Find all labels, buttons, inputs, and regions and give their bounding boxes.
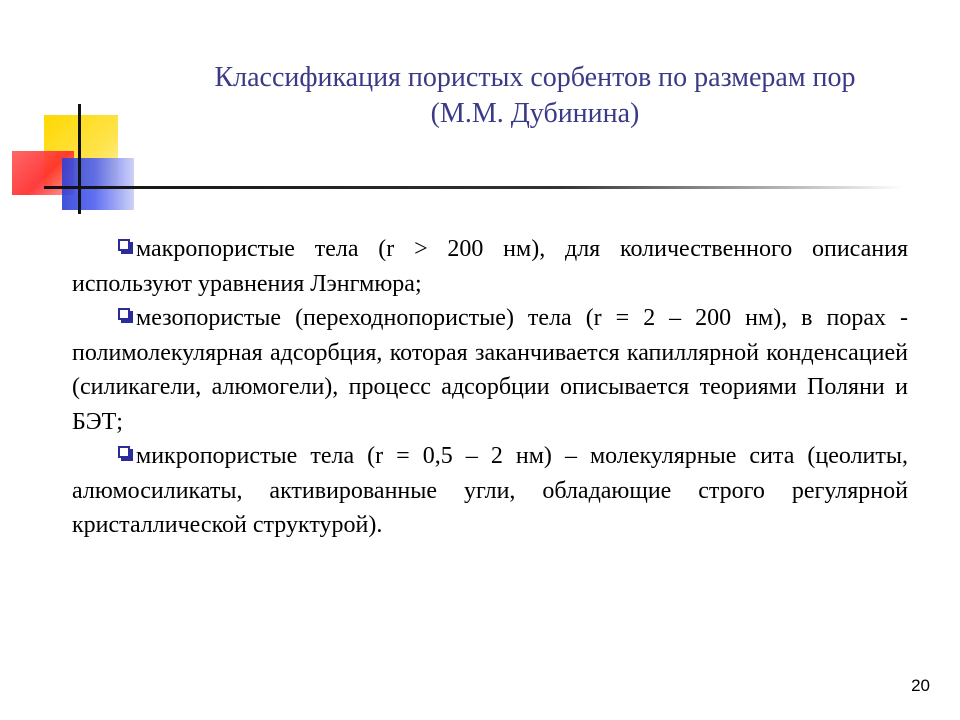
list-item-text: мезопористые (переходнопористые) тела (r = 2 – 200 нм), в порах - полимолекулярная адсорбция, которая заканчивается капиллярной конденсацией (силикагели, алюмогели), процесс адсорбции описывается теориями Поляни и БЭТ; bbox=[72, 305, 908, 435]
slide-title bbox=[150, 60, 920, 132]
slide-title-line2: (М.М. Дубинина) bbox=[430, 98, 640, 129]
list-item bbox=[72, 439, 908, 543]
decor-vertical-line bbox=[78, 104, 81, 214]
slide-title-line1: Классификация пористых сорбентов по размерам пор bbox=[214, 62, 856, 93]
bullet-list bbox=[72, 232, 908, 543]
list-item bbox=[72, 301, 908, 439]
list-item bbox=[72, 232, 908, 301]
title-divider-line bbox=[44, 186, 904, 189]
page-number: 20 bbox=[911, 676, 930, 695]
list-item-text: макропористые тела (r > 200 нм), для количественного описания используют уравнения Лэнгмюра; bbox=[72, 236, 908, 297]
list-item-text: микропористые тела (r = 0,5 – 2 нм) – молекулярные сита (цеолиты, алюмосиликаты, активированные угли, обладающие строго регулярной кристаллической структурой). bbox=[72, 443, 908, 538]
decor-blue-square bbox=[62, 158, 134, 210]
square-bullet-icon bbox=[118, 446, 134, 462]
square-bullet-icon bbox=[118, 239, 134, 255]
square-bullet-icon bbox=[118, 308, 134, 324]
